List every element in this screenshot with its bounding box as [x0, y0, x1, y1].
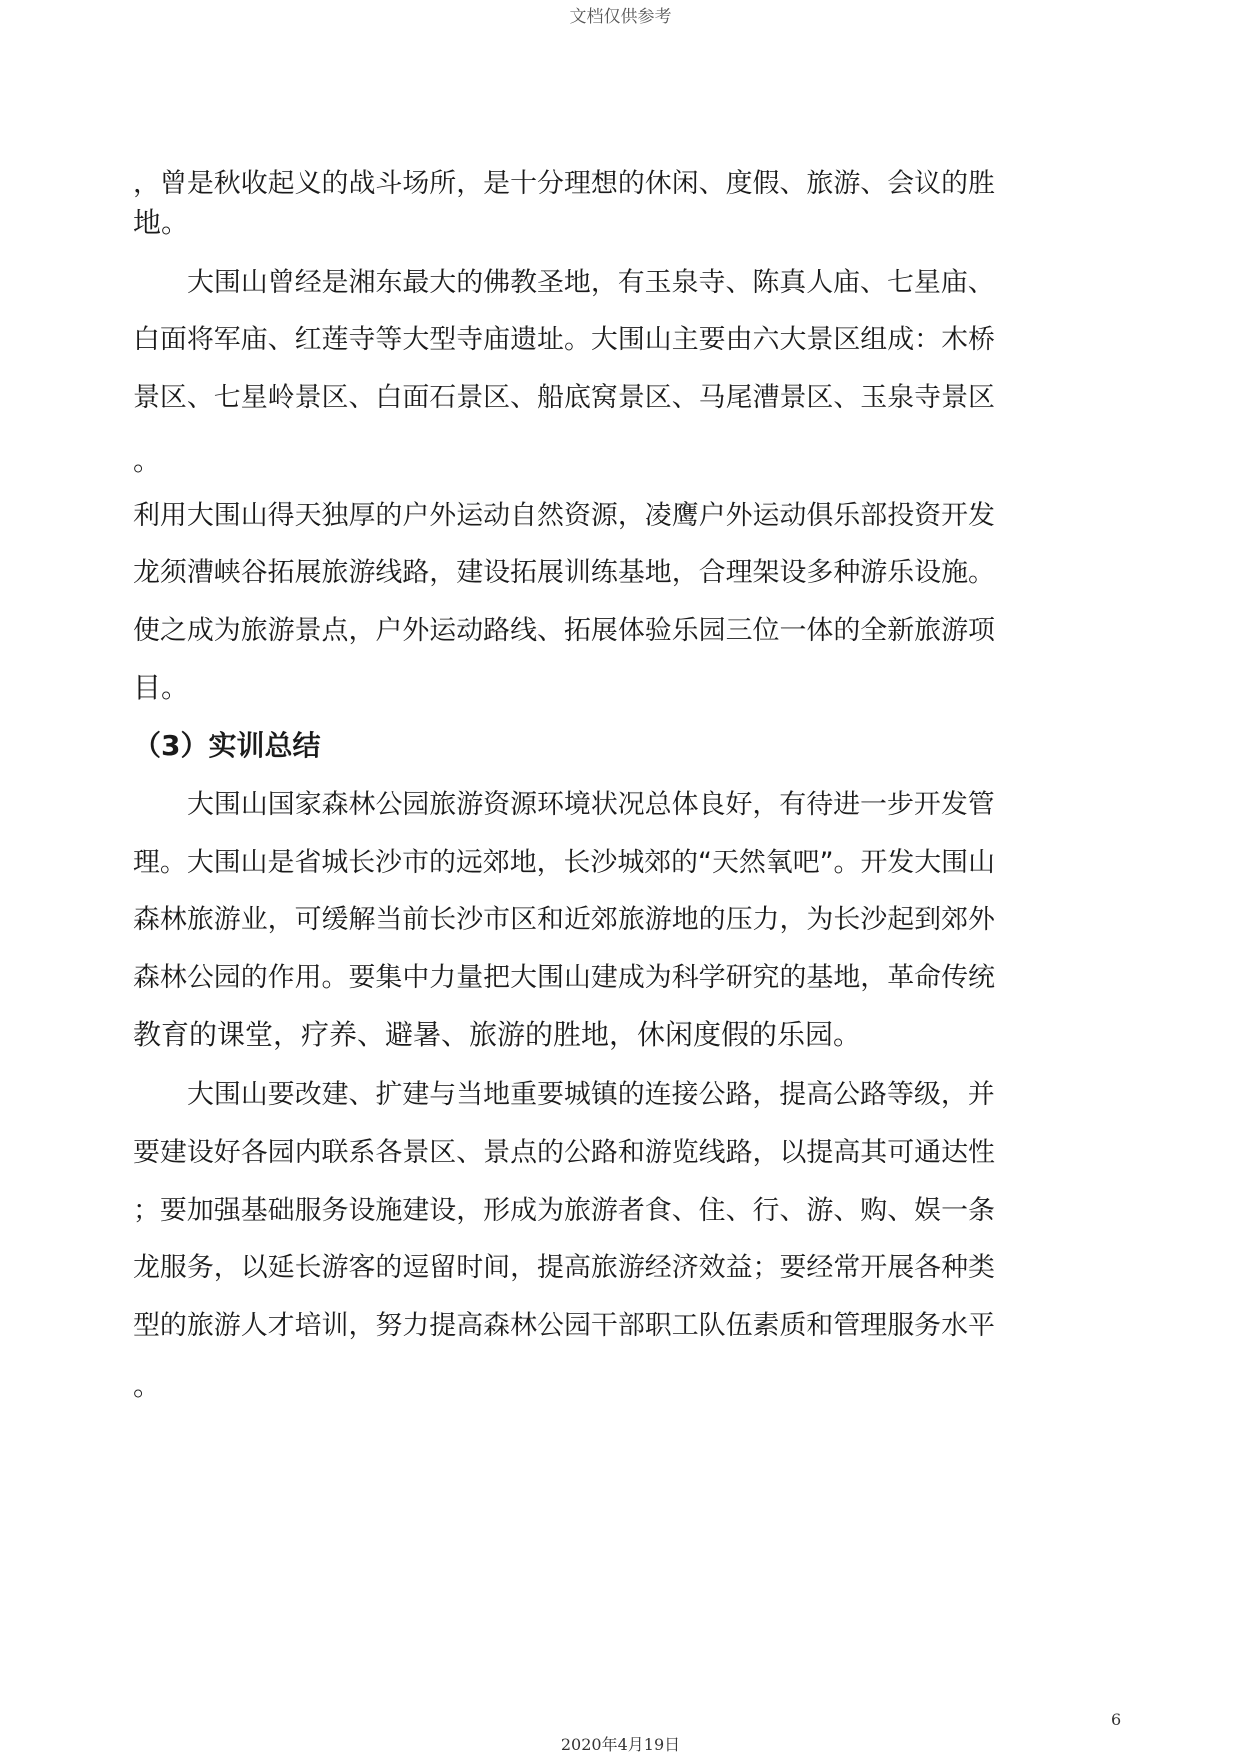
paragraph-line: 要建设好各园内联系各景区、景点的公路和游览线路，以提高其可通达性: [133, 1137, 995, 1168]
paragraph-line: 。: [133, 444, 162, 477]
paragraph-line: 教育的课堂，疗养、避暑、旅游的胜地，休闲度假的乐园。: [133, 1018, 862, 1051]
paragraph-line: 景区、七星岭景区、白面石景区、船底窝景区、马尾漕景区、玉泉寺景区: [133, 382, 995, 413]
paragraph-line: ；要加强基础服务设施建设，形成为旅游者食、住、行、游、购、娱一条: [133, 1195, 995, 1226]
paragraph-line: 地。: [133, 206, 190, 239]
paragraph-line: 型的旅游人才培训，努力提高森林公园干部职工队伍素质和管理服务水平: [133, 1310, 995, 1341]
paragraph-line: 森林公园的作用。要集中力量把大围山建成为科学研究的基地，革命传统: [133, 962, 995, 993]
paragraph-line: 理。大围山是省城长沙市的远郊地，长沙城郊的“天然氧吧”。开发大围山: [133, 847, 995, 878]
paragraph-line: 使之成为旅游景点，户外运动路线、拓展体验乐园三位一体的全新旅游项: [133, 615, 995, 646]
paragraph-line: 白面将军庙、红莲寺等大型寺庙遗址。大围山主要由六大景区组成：木桥: [133, 324, 995, 355]
paragraph-line: 大围山国家森林公园旅游资源环境状况总体良好，有待进一步开发管: [187, 789, 995, 820]
paragraph-line: 森林旅游业，可缓解当前长沙市区和近郊旅游地的压力，为长沙起到郊外: [133, 904, 995, 935]
page-number: 6: [1111, 1710, 1122, 1729]
paragraph-line: 大围山要改建、扩建与当地重要城镇的连接公路，提高公路等级，并: [187, 1079, 995, 1110]
paragraph-line: 龙服务，以延长游客的逗留时间，提高旅游经济效益；要经常开展各种类: [133, 1252, 995, 1283]
paragraph-line: 目。: [133, 671, 190, 704]
paragraph-line: 。: [133, 1369, 162, 1402]
page-header: 文档仅供参考: [569, 7, 672, 27]
paragraph-line: 大围山曾经是湘东最大的佛教圣地，有玉泉寺、陈真人庙、七星庙、: [187, 267, 995, 298]
section-heading: （3）实训总结: [133, 729, 321, 762]
paragraph-line: ，曾是秋收起义的战斗场所，是十分理想的休闲、度假、旅游、会议的胜: [133, 168, 995, 199]
footer-date: 2020年4月19日: [560, 1735, 681, 1754]
paragraph-line: 龙须漕峡谷拓展旅游线路，建设拓展训练基地，合理架设多种游乐设施。: [133, 557, 995, 588]
paragraph-line: 利用大围山得天独厚的户外运动自然资源，凌鹰户外运动俱乐部投资开发: [133, 500, 995, 531]
